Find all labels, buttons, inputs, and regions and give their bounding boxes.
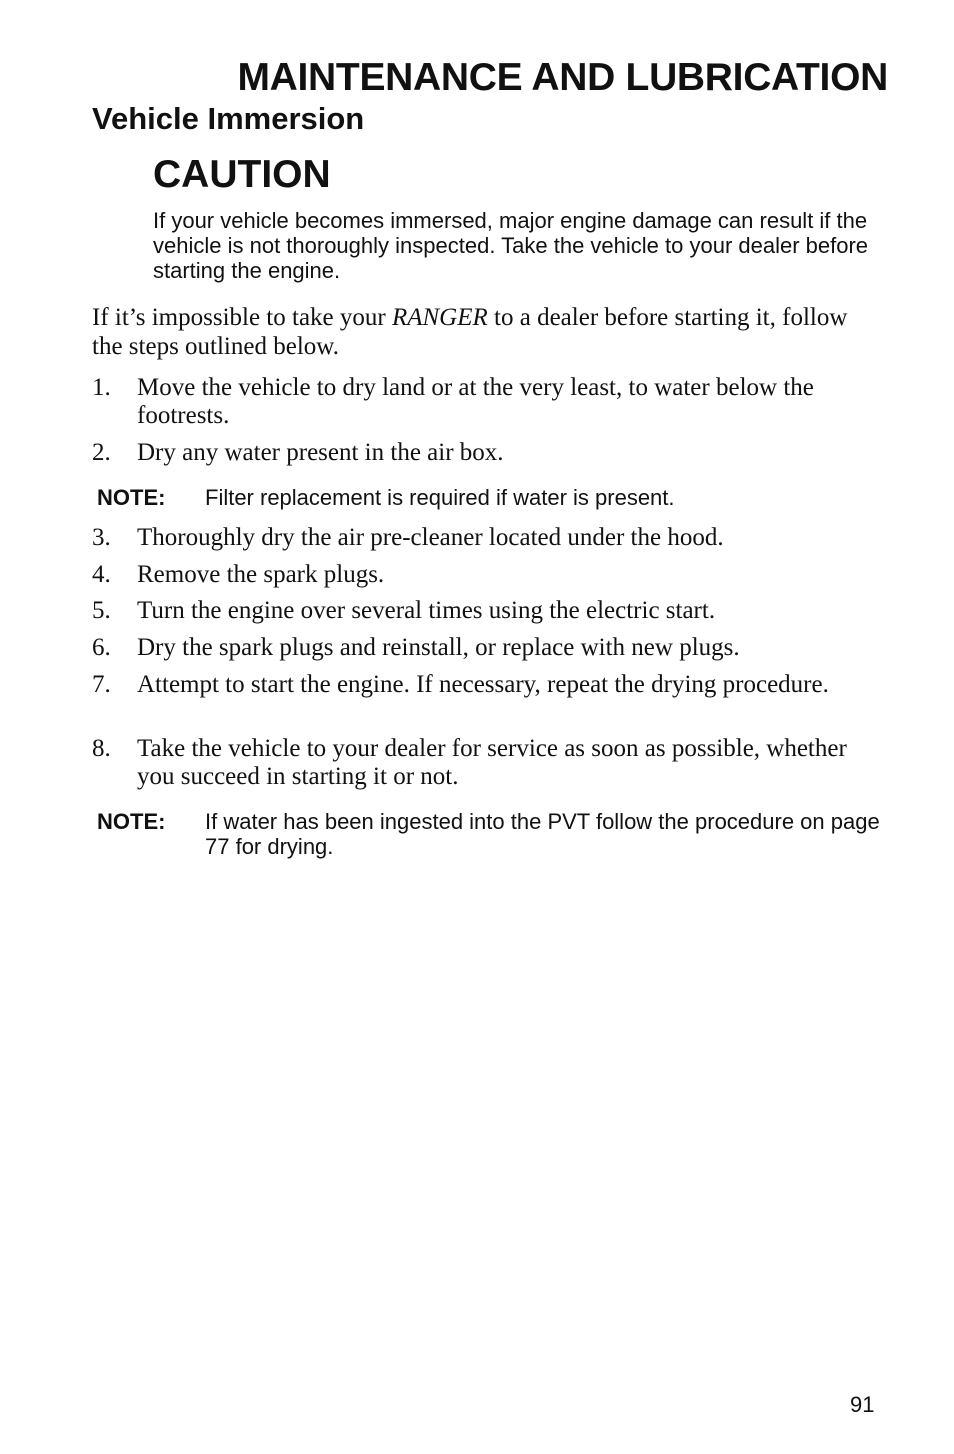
note-pvt xyxy=(97,809,897,859)
step-number: 5. xyxy=(92,597,111,624)
list-item xyxy=(92,735,882,791)
caution-title: CAUTION xyxy=(153,153,331,196)
step-number: 8. xyxy=(92,735,111,762)
list-item xyxy=(92,374,882,430)
step-number: 3. xyxy=(92,524,111,551)
intro-paragraph xyxy=(92,303,882,361)
intro-emphasis: RANGER xyxy=(391,304,488,331)
section-title: Vehicle Immersion xyxy=(92,101,365,136)
note-label: NOTE: xyxy=(97,485,166,510)
note-label: NOTE: xyxy=(97,809,166,834)
intro-text-after: to a dealer before starting it, follow the steps outlined below. xyxy=(92,304,848,360)
chapter-title: MAINTENANCE AND LUBRICATION xyxy=(237,56,888,99)
step-number: 6. xyxy=(92,634,111,661)
step-text: Turn the engine over several times using the electric start. xyxy=(137,597,716,624)
step-text: Move the vehicle to dry land or at the very least, to water below the footrests. xyxy=(137,374,814,429)
list-item xyxy=(92,671,882,699)
step-text: Attempt to start the engine. If necessary, repeat the drying procedure. xyxy=(137,671,829,698)
step-text: Remove the spark plugs. xyxy=(137,561,385,588)
list-item xyxy=(92,439,882,467)
step-number: 1. xyxy=(92,374,111,401)
page-number: 91 xyxy=(850,1392,875,1417)
step-text: Take the vehicle to your dealer for service as soon as possible, whether you succeed in starting it or not. xyxy=(137,735,847,790)
note-text: Filter replacement is required if water is present. xyxy=(205,485,675,510)
list-item xyxy=(92,634,882,662)
intro-text-before: If it’s impossible to take your xyxy=(92,304,392,331)
list-item xyxy=(92,561,882,589)
note-filter xyxy=(97,485,897,510)
step-text: Dry the spark plugs and reinstall, or replace with new plugs. xyxy=(137,634,740,661)
caution-text: If your vehicle becomes immersed, major engine damage can result if the vehicle is not thoroughly inspected. Take the vehicle to your dealer before starting the engine. xyxy=(153,208,869,283)
list-item xyxy=(92,597,882,625)
step-number: 4. xyxy=(92,561,111,588)
note-text: If water has been ingested into the PVT follow the procedure on page 77 for drying. xyxy=(205,809,880,859)
step-number: 7. xyxy=(92,671,111,698)
list-item xyxy=(92,524,882,552)
step-text: Thoroughly dry the air pre-cleaner located under the hood. xyxy=(137,524,724,551)
step-text: Dry any water present in the air box. xyxy=(137,439,504,466)
step-number: 2. xyxy=(92,439,111,466)
